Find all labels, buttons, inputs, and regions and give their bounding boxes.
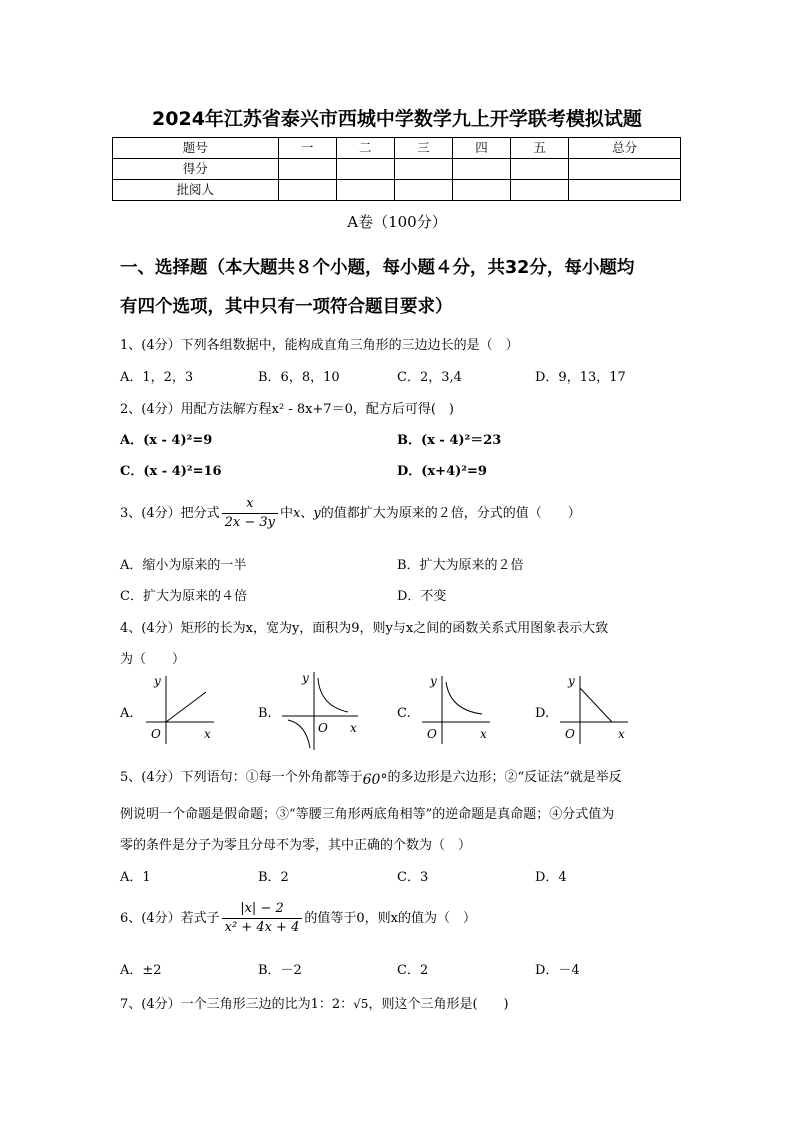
volume-heading: A卷（100分） [347,213,447,231]
q4-option-a-label: A. [120,706,134,721]
q3-var-y: y [313,506,321,521]
q1-option-d: D．9，13，17 [535,370,626,385]
section-heading-line1: 一、选择题（本大题共８个小题，每小题４分，共32分，每小题均 [120,258,635,278]
q3-fraction [222,495,278,532]
q6-option-a: A．±2 [120,963,162,978]
header-cell: 一 [278,138,336,159]
q3-suffix: 的值都扩大为原来的２倍，分式的值（ ） [320,506,581,521]
header-cell: 五 [511,138,569,159]
q6-frac-numerator: |x| − 2 [222,900,303,919]
q5-option-c: C．3 [397,870,429,885]
origin-label: O [318,721,328,735]
origin-label: O [427,727,437,741]
q5-option-b: B．2 [258,870,289,885]
q5-stem-line2: 例说明一个命题是假命题；③“等腰三角形两底角相等”的逆命题是真命题；④分式值为 [120,807,615,822]
axis-y-label: y [302,671,309,685]
axis-y-label: y [430,674,437,688]
q6-option-d: D．－4 [535,963,580,978]
header-cell: 三 [394,138,452,159]
q7-suffix: ，则这个三角形是( ) [368,997,509,1012]
q5-line1-a: 5、(4分）下列语句：①每一个外角都等于 [120,770,363,785]
q6-fraction [222,900,303,937]
q6-option-c: C．2 [397,963,429,978]
score-table-header [113,138,681,159]
axis-y-label: y [154,674,161,688]
q6-suffix: 的值等于0，则x的值为（ ） [304,911,476,926]
q3-frac-denominator: 2x − 3y [224,515,275,530]
q4-option-b-label: B. [258,706,272,721]
q3-option-c: C．扩大为原来的４倍 [120,589,247,604]
axis-x-label: x [618,727,625,741]
q4-graph-c [416,670,496,746]
q7-stem [120,993,509,1012]
score-table [112,137,681,201]
q4-stem-line2: 为（ ） [120,652,186,667]
q5-option-a: A．1 [120,870,151,885]
q6-stem [120,900,476,937]
header-cell: 四 [452,138,510,159]
q3-option-d: D．不变 [397,589,447,604]
q3-mid: 中 [280,506,294,521]
section-heading-line2: 有四个选项，其中只有一项符合题目要求） [120,297,453,317]
q2-option-b: B．(x - 4)²＝23 [397,433,502,448]
origin-label: O [151,727,161,741]
q6-frac-denominator: x² + 4x + 4 [224,920,300,935]
q4-graph-b [278,668,362,752]
axis-x-label: x [480,727,487,741]
q5-degree: 60° [362,772,388,788]
q3-sep: 、 [300,506,314,521]
q1-option-c: C．2，3,4 [397,370,462,385]
row-label: 批阅人 [113,180,279,201]
q4-stem-line1: 4、(4分）矩形的长为x，宽为y，面积为9，则y与x之间的函数关系式用图象表示大致 [120,621,609,636]
q4-graph-a [140,670,220,746]
q4-option-c-label: C. [397,706,411,721]
q7-radical: √5 [353,997,369,1011]
exam-title: 2024年江苏省泰兴市西城中学数学九上开学联考模拟试题 [152,108,642,130]
score-row [113,159,681,180]
q7-prefix: 7、(4分）一个三角形三边的比为1：2： [120,997,354,1012]
q1-option-b: B．6，8，10 [258,370,340,385]
q2-stem: 2、(4分）用配方法解方程x² - 8x+7＝0，配方后可得( ) [120,402,454,417]
q5-option-d: D．4 [535,870,567,885]
origin-label: O [565,727,575,741]
row-label: 得分 [113,159,279,180]
header-cell: 总分 [569,138,681,159]
q3-var-x: x [293,506,301,521]
q3-frac-numerator: x [222,495,278,514]
q1-option-a: A．1，2，3 [120,370,194,385]
q3-option-a: A．缩小为原来的一半 [120,558,247,573]
axis-x-label: x [204,727,211,741]
q4-option-d-label: D. [535,706,550,721]
q5-stem-line1 [120,766,622,788]
header-cell: 二 [336,138,394,159]
q3-option-b: B．扩大为原来的２倍 [397,558,524,573]
q3-stem [120,495,581,532]
header-cell: 题号 [113,138,279,159]
axis-y-label: y [568,674,575,688]
q5-line1-b: 的多边形是六边形；②“反证法”就是举反 [387,770,622,785]
q1-stem: 1、(4分）下列各组数据中，能构成直角三角形的三边边长的是（ ） [120,338,519,353]
reviewer-row [113,180,681,201]
q6-option-b: B．－2 [258,963,302,978]
q6-prefix: 6、(4分）若式子 [120,911,220,926]
q5-stem-line3: 零的条件是分子为零且分母不为零，其中正确的个数为（ ） [120,838,472,853]
q2-option-d: D．(x+4)²=9 [397,464,487,479]
axis-x-label: x [350,721,357,735]
q2-option-c: C．(x - 4)²=16 [120,464,222,479]
q4-graph-d [554,670,634,746]
q3-prefix: 3、(4分）把分式 [120,506,220,521]
q2-option-a: A．(x - 4)²=9 [120,433,213,448]
